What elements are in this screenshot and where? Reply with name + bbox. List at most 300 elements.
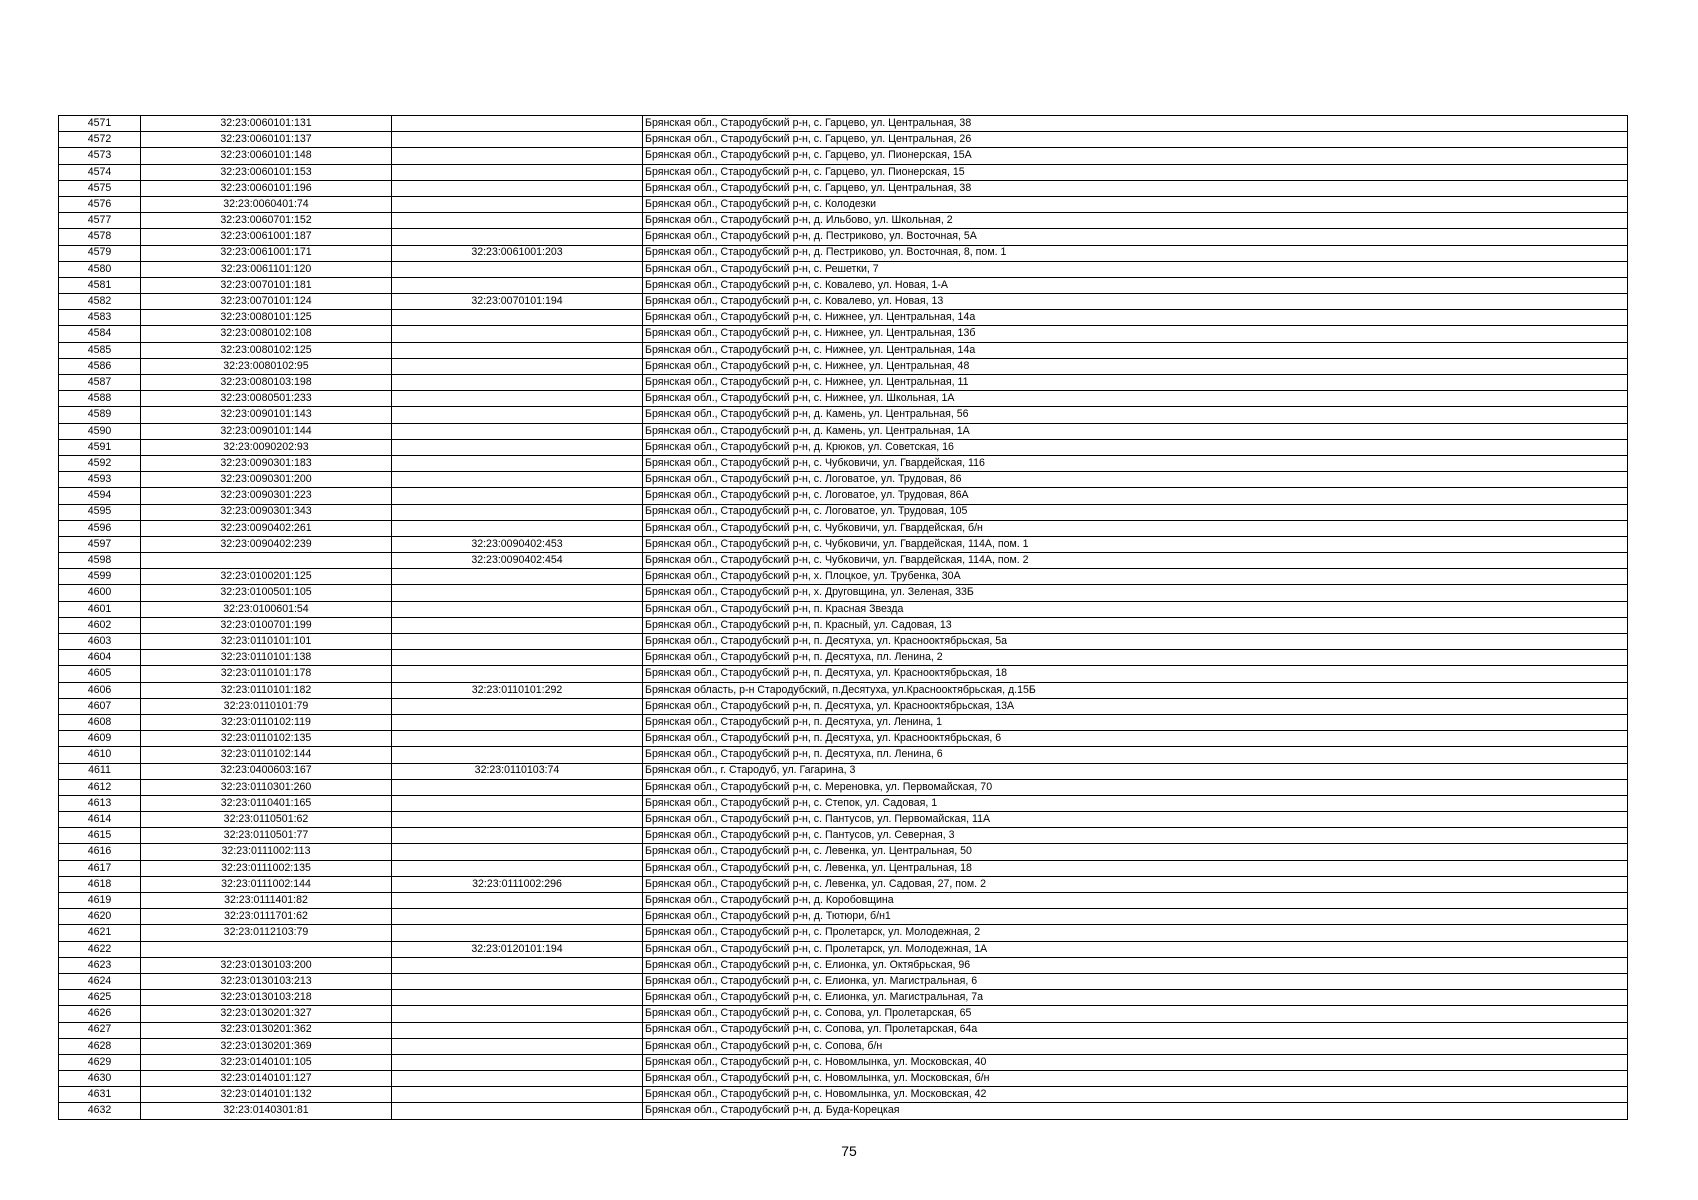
address-cell: Брянская обл., Стародубский р-н, с. Гарцево, ул. Пионерская, 15А <box>643 148 1628 164</box>
row-number-cell: 4606 <box>59 682 141 698</box>
table-row <box>59 893 1628 909</box>
row-number-cell: 4591 <box>59 439 141 455</box>
address-cell: Брянская обл., Стародубский р-н, х. Плоцкое, ул. Трубенка, 30А <box>643 569 1628 585</box>
table-row <box>59 909 1628 925</box>
table-row <box>59 439 1628 455</box>
linked-cadastral-number-cell <box>392 731 643 747</box>
cadastral-number-cell: 32:23:0060101:137 <box>141 132 392 148</box>
row-number-cell: 4611 <box>59 763 141 779</box>
table-row <box>59 957 1628 973</box>
table-row <box>59 682 1628 698</box>
linked-cadastral-number-cell <box>392 261 643 277</box>
row-number-cell: 4587 <box>59 375 141 391</box>
cadastral-number-cell: 32:23:0100501:105 <box>141 585 392 601</box>
registry-table <box>58 115 1628 1120</box>
address-cell: Брянская обл., Стародубский р-н, с. Нижнее, ул. Центральная, 14а <box>643 342 1628 358</box>
address-cell: Брянская обл., Стародубский р-н, д. Камень, ул. Центральная, 1А <box>643 423 1628 439</box>
cadastral-number-cell: 32:23:0110101:182 <box>141 682 392 698</box>
cadastral-number-cell: 32:23:0060101:153 <box>141 164 392 180</box>
linked-cadastral-number-cell: 32:23:0110103:74 <box>392 763 643 779</box>
row-number-cell: 4597 <box>59 536 141 552</box>
table-row <box>59 536 1628 552</box>
cadastral-number-cell: 32:23:0090301:343 <box>141 504 392 520</box>
address-cell: Брянская обл., Стародубский р-н, п. Десятуха, ул. Краснооктябрьская, 13А <box>643 698 1628 714</box>
row-number-cell: 4582 <box>59 294 141 310</box>
linked-cadastral-number-cell <box>392 520 643 536</box>
address-cell: Брянская обл., Стародубский р-н, х. Друговщина, ул. Зеленая, 33Б <box>643 585 1628 601</box>
linked-cadastral-number-cell <box>392 828 643 844</box>
address-cell: Брянская обл., Стародубский р-н, с. Чубковичи, ул. Гвардейская, 116 <box>643 455 1628 471</box>
linked-cadastral-number-cell <box>392 1022 643 1038</box>
address-cell: Брянская обл., Стародубский р-н, с. Чубковичи, ул. Гвардейская, 114А, пом. 1 <box>643 536 1628 552</box>
cadastral-number-cell: 32:23:0110501:77 <box>141 828 392 844</box>
row-number-cell: 4596 <box>59 520 141 536</box>
table-row <box>59 925 1628 941</box>
linked-cadastral-number-cell <box>392 650 643 666</box>
table-row <box>59 520 1628 536</box>
table-row <box>59 1022 1628 1038</box>
cadastral-number-cell: 32:23:0110102:135 <box>141 731 392 747</box>
linked-cadastral-number-cell <box>392 714 643 730</box>
address-cell: Брянская обл., Стародубский р-н, д. Буда-Корецкая <box>643 1103 1628 1119</box>
linked-cadastral-number-cell <box>392 973 643 989</box>
linked-cadastral-number-cell <box>392 925 643 941</box>
linked-cadastral-number-cell <box>392 601 643 617</box>
linked-cadastral-number-cell <box>392 909 643 925</box>
cadastral-number-cell: 32:23:0090301:200 <box>141 472 392 488</box>
address-cell: Брянская обл., Стародубский р-н, п. Десятуха, ул. Краснооктябрьская, 18 <box>643 666 1628 682</box>
address-cell: Брянская обл., г. Стародуб, ул. Гагарина, 3 <box>643 763 1628 779</box>
row-number-cell: 4573 <box>59 148 141 164</box>
address-cell: Брянская обл., Стародубский р-н, п. Десятуха, пл. Ленина, 2 <box>643 650 1628 666</box>
row-number-cell: 4584 <box>59 326 141 342</box>
table-row <box>59 828 1628 844</box>
address-cell: Брянская обл., Стародубский р-н, д. Пестриково, ул. Восточная, 5А <box>643 229 1628 245</box>
table-row <box>59 391 1628 407</box>
address-cell: Брянская обл., Стародубский р-н, с. Новомлынка, ул. Московская, 42 <box>643 1087 1628 1103</box>
row-number-cell: 4628 <box>59 1038 141 1054</box>
cadastral-number-cell: 32:23:0110101:178 <box>141 666 392 682</box>
cadastral-number-cell: 32:23:0110501:62 <box>141 812 392 828</box>
address-cell: Брянская обл., Стародубский р-н, с. Логоватое, ул. Трудовая, 86А <box>643 488 1628 504</box>
linked-cadastral-number-cell <box>392 391 643 407</box>
address-cell: Брянская обл., Стародубский р-н, с. Гарцево, ул. Центральная, 38 <box>643 116 1628 132</box>
cadastral-number-cell: 32:23:0140101:127 <box>141 1071 392 1087</box>
cadastral-number-cell <box>141 553 392 569</box>
address-cell: Брянская обл., Стародубский р-н, п. Десятуха, ул. Ленина, 1 <box>643 714 1628 730</box>
cadastral-number-cell: 32:23:0090101:144 <box>141 423 392 439</box>
table-row <box>59 553 1628 569</box>
address-cell: Брянская обл., Стародубский р-н, с. Степок, ул. Садовая, 1 <box>643 795 1628 811</box>
address-cell: Брянская обл., Стародубский р-н, с. Пролетарск, ул. Молодежная, 1А <box>643 941 1628 957</box>
table-row <box>59 310 1628 326</box>
linked-cadastral-number-cell <box>392 132 643 148</box>
table-row <box>59 1071 1628 1087</box>
row-number-cell: 4616 <box>59 844 141 860</box>
row-number-cell: 4609 <box>59 731 141 747</box>
linked-cadastral-number-cell <box>392 277 643 293</box>
table-row <box>59 812 1628 828</box>
address-cell: Брянская обл., Стародубский р-н, с. Сопова, б/н <box>643 1038 1628 1054</box>
cadastral-number-cell: 32:23:0130103:218 <box>141 990 392 1006</box>
cadastral-number-cell: 32:23:0111002:135 <box>141 860 392 876</box>
table-row <box>59 504 1628 520</box>
table-row <box>59 116 1628 132</box>
table-row <box>59 714 1628 730</box>
cadastral-number-cell: 32:23:0111002:144 <box>141 876 392 892</box>
cadastral-number-cell: 32:23:0130201:362 <box>141 1022 392 1038</box>
row-number-cell: 4588 <box>59 391 141 407</box>
linked-cadastral-number-cell: 32:23:0110101:292 <box>392 682 643 698</box>
table-row <box>59 698 1628 714</box>
row-number-cell: 4595 <box>59 504 141 520</box>
table-row <box>59 1087 1628 1103</box>
row-number-cell: 4604 <box>59 650 141 666</box>
linked-cadastral-number-cell <box>392 358 643 374</box>
cadastral-number-cell: 32:23:0090301:183 <box>141 455 392 471</box>
address-cell: Брянская обл., Стародубский р-н, п. Красная Звезда <box>643 601 1628 617</box>
cadastral-number-cell: 32:23:0110101:138 <box>141 650 392 666</box>
row-number-cell: 4589 <box>59 407 141 423</box>
cadastral-number-cell: 32:23:0070101:181 <box>141 277 392 293</box>
address-cell: Брянская обл., Стародубский р-н, п. Десятуха, ул. Краснооктябрьская, 5а <box>643 634 1628 650</box>
row-number-cell: 4622 <box>59 941 141 957</box>
cadastral-number-cell: 32:23:0060101:148 <box>141 148 392 164</box>
row-number-cell: 4618 <box>59 876 141 892</box>
row-number-cell: 4619 <box>59 893 141 909</box>
cadastral-number-cell: 32:23:0130103:200 <box>141 957 392 973</box>
address-cell: Брянская обл., Стародубский р-н, с. Нижнее, ул. Центральная, 48 <box>643 358 1628 374</box>
cadastral-number-cell: 32:23:0060401:74 <box>141 196 392 212</box>
table-row <box>59 213 1628 229</box>
linked-cadastral-number-cell <box>392 213 643 229</box>
table-row <box>59 180 1628 196</box>
address-cell: Брянская обл., Стародубский р-н, с. Пантусов, ул. Северная, 3 <box>643 828 1628 844</box>
table-row <box>59 763 1628 779</box>
cadastral-number-cell: 32:23:0080501:233 <box>141 391 392 407</box>
cadastral-number-cell: 32:23:0111002:113 <box>141 844 392 860</box>
row-number-cell: 4627 <box>59 1022 141 1038</box>
row-number-cell: 4623 <box>59 957 141 973</box>
linked-cadastral-number-cell <box>392 504 643 520</box>
cadastral-number-cell: 32:23:0060701:152 <box>141 213 392 229</box>
cadastral-number-cell: 32:23:0110101:79 <box>141 698 392 714</box>
row-number-cell: 4577 <box>59 213 141 229</box>
row-number-cell: 4612 <box>59 779 141 795</box>
table-row <box>59 876 1628 892</box>
linked-cadastral-number-cell <box>392 1103 643 1119</box>
row-number-cell: 4629 <box>59 1054 141 1070</box>
row-number-cell: 4608 <box>59 714 141 730</box>
address-cell: Брянская обл., Стародубский р-н, п. Красный, ул. Садовая, 13 <box>643 617 1628 633</box>
linked-cadastral-number-cell <box>392 617 643 633</box>
table-row <box>59 601 1628 617</box>
table-row <box>59 990 1628 1006</box>
linked-cadastral-number-cell <box>392 893 643 909</box>
linked-cadastral-number-cell <box>392 164 643 180</box>
linked-cadastral-number-cell <box>392 569 643 585</box>
page-number: 75 <box>841 1143 857 1159</box>
table-row <box>59 294 1628 310</box>
table-row <box>59 747 1628 763</box>
row-number-cell: 4617 <box>59 860 141 876</box>
address-cell: Брянская обл., Стародубский р-н, с. Пантусов, ул. Первомайская, 11А <box>643 812 1628 828</box>
linked-cadastral-number-cell: 32:23:0111002:296 <box>392 876 643 892</box>
table-row <box>59 1054 1628 1070</box>
table-row <box>59 1006 1628 1022</box>
address-cell: Брянская обл., Стародубский р-н, с. Нижнее, ул. Центральная, 13б <box>643 326 1628 342</box>
linked-cadastral-number-cell <box>392 472 643 488</box>
table-row <box>59 229 1628 245</box>
table-row <box>59 277 1628 293</box>
address-cell: Брянская обл., Стародубский р-н, д. Крюков, ул. Советская, 16 <box>643 439 1628 455</box>
address-cell: Брянская обл., Стародубский р-н, с. Гарцево, ул. Центральная, 26 <box>643 132 1628 148</box>
linked-cadastral-number-cell <box>392 698 643 714</box>
cadastral-number-cell: 32:23:0080101:125 <box>141 310 392 326</box>
row-number-cell: 4576 <box>59 196 141 212</box>
cadastral-number-cell: 32:23:0090202:93 <box>141 439 392 455</box>
table-row <box>59 569 1628 585</box>
linked-cadastral-number-cell <box>392 585 643 601</box>
row-number-cell: 4615 <box>59 828 141 844</box>
address-cell: Брянская обл., Стародубский р-н, д. Камень, ул. Центральная, 56 <box>643 407 1628 423</box>
address-cell: Брянская обл., Стародубский р-н, с. Елионка, ул. Магистральная, 7а <box>643 990 1628 1006</box>
address-cell: Брянская обл., Стародубский р-н, с. Сопова, ул. Пролетарская, 64а <box>643 1022 1628 1038</box>
row-number-cell: 4624 <box>59 973 141 989</box>
address-cell: Брянская обл., Стародубский р-н, с. Колодезки <box>643 196 1628 212</box>
linked-cadastral-number-cell <box>392 148 643 164</box>
table-row <box>59 941 1628 957</box>
cadastral-number-cell: 32:23:0140101:132 <box>141 1087 392 1103</box>
address-cell: Брянская обл., Стародубский р-н, с. Логоватое, ул. Трудовая, 105 <box>643 504 1628 520</box>
address-cell: Брянская обл., Стародубский р-н, д. Пестриково, ул. Восточная, 8, пом. 1 <box>643 245 1628 261</box>
cadastral-number-cell: 32:23:0061101:120 <box>141 261 392 277</box>
address-cell: Брянская обл., Стародубский р-н, с. Новомлынка, ул. Московская, 40 <box>643 1054 1628 1070</box>
linked-cadastral-number-cell <box>392 812 643 828</box>
row-number-cell: 4590 <box>59 423 141 439</box>
table-row <box>59 650 1628 666</box>
address-cell: Брянская обл., Стародубский р-н, с. Нижнее, ул. Школьная, 1А <box>643 391 1628 407</box>
row-number-cell: 4579 <box>59 245 141 261</box>
table-row <box>59 326 1628 342</box>
linked-cadastral-number-cell: 32:23:0090402:453 <box>392 536 643 552</box>
address-cell: Брянская обл., Стародубский р-н, с. Нижнее, ул. Центральная, 11 <box>643 375 1628 391</box>
table-row <box>59 164 1628 180</box>
linked-cadastral-number-cell <box>392 990 643 1006</box>
linked-cadastral-number-cell <box>392 455 643 471</box>
table-row <box>59 132 1628 148</box>
cadastral-number-cell: 32:23:0100201:125 <box>141 569 392 585</box>
linked-cadastral-number-cell: 32:23:0090402:454 <box>392 553 643 569</box>
row-number-cell: 4594 <box>59 488 141 504</box>
row-number-cell: 4602 <box>59 617 141 633</box>
linked-cadastral-number-cell <box>392 779 643 795</box>
linked-cadastral-number-cell <box>392 488 643 504</box>
table-row <box>59 375 1628 391</box>
cadastral-number-cell: 32:23:0130103:213 <box>141 973 392 989</box>
table-row <box>59 666 1628 682</box>
linked-cadastral-number-cell <box>392 1006 643 1022</box>
table-row <box>59 342 1628 358</box>
table-row <box>59 585 1628 601</box>
cadastral-number-cell: 32:23:0080102:125 <box>141 342 392 358</box>
cadastral-number-cell: 32:23:0090402:239 <box>141 536 392 552</box>
linked-cadastral-number-cell <box>392 1087 643 1103</box>
address-cell: Брянская обл., Стародубский р-н, с. Левенка, ул. Центральная, 50 <box>643 844 1628 860</box>
linked-cadastral-number-cell <box>392 310 643 326</box>
table-row <box>59 634 1628 650</box>
address-cell: Брянская обл., Стародубский р-н, с. Новомлынка, ул. Московская, б/н <box>643 1071 1628 1087</box>
row-number-cell: 4578 <box>59 229 141 245</box>
cadastral-number-cell: 32:23:0130201:327 <box>141 1006 392 1022</box>
table-row <box>59 860 1628 876</box>
address-cell: Брянская обл., Стародубский р-н, п. Десятуха, пл. Ленина, 6 <box>643 747 1628 763</box>
row-number-cell: 4610 <box>59 747 141 763</box>
cadastral-number-cell: 32:23:0130201:369 <box>141 1038 392 1054</box>
linked-cadastral-number-cell <box>392 407 643 423</box>
row-number-cell: 4601 <box>59 601 141 617</box>
linked-cadastral-number-cell <box>392 423 643 439</box>
row-number-cell: 4614 <box>59 812 141 828</box>
table-row <box>59 455 1628 471</box>
address-cell: Брянская обл., Стародубский р-н, с. Гарцево, ул. Пионерская, 15 <box>643 164 1628 180</box>
row-number-cell: 4581 <box>59 277 141 293</box>
row-number-cell: 4630 <box>59 1071 141 1087</box>
cadastral-number-cell: 32:23:0090402:261 <box>141 520 392 536</box>
cadastral-number-cell: 32:23:0090301:223 <box>141 488 392 504</box>
row-number-cell: 4626 <box>59 1006 141 1022</box>
address-cell: Брянская обл., Стародубский р-н, д. Коробовщина <box>643 893 1628 909</box>
linked-cadastral-number-cell <box>392 342 643 358</box>
address-cell: Брянская обл., Стародубский р-н, с. Решетки, 7 <box>643 261 1628 277</box>
row-number-cell: 4593 <box>59 472 141 488</box>
row-number-cell: 4621 <box>59 925 141 941</box>
cadastral-number-cell: 32:23:0080102:108 <box>141 326 392 342</box>
row-number-cell: 4625 <box>59 990 141 1006</box>
row-number-cell: 4574 <box>59 164 141 180</box>
table-row <box>59 1038 1628 1054</box>
cadastral-number-cell: 32:23:0060101:196 <box>141 180 392 196</box>
linked-cadastral-number-cell <box>392 634 643 650</box>
row-number-cell: 4632 <box>59 1103 141 1119</box>
table-row <box>59 779 1628 795</box>
cadastral-number-cell: 32:23:0140101:105 <box>141 1054 392 1070</box>
row-number-cell: 4572 <box>59 132 141 148</box>
linked-cadastral-number-cell <box>392 116 643 132</box>
row-number-cell: 4575 <box>59 180 141 196</box>
cadastral-number-cell: 32:23:0061001:187 <box>141 229 392 245</box>
table-row <box>59 731 1628 747</box>
linked-cadastral-number-cell <box>392 795 643 811</box>
linked-cadastral-number-cell <box>392 747 643 763</box>
linked-cadastral-number-cell <box>392 1038 643 1054</box>
cadastral-number-cell: 32:23:0110102:119 <box>141 714 392 730</box>
linked-cadastral-number-cell <box>392 180 643 196</box>
linked-cadastral-number-cell: 32:23:0120101:194 <box>392 941 643 957</box>
address-cell: Брянская обл., Стародубский р-н, с. Ковалево, ул. Новая, 1-А <box>643 277 1628 293</box>
address-cell: Брянская обл., Стародубский р-н, с. Нижнее, ул. Центральная, 14а <box>643 310 1628 326</box>
cadastral-number-cell: 32:23:0110101:101 <box>141 634 392 650</box>
cadastral-number-cell: 32:23:0100601:54 <box>141 601 392 617</box>
linked-cadastral-number-cell <box>392 957 643 973</box>
linked-cadastral-number-cell: 32:23:0070101:194 <box>392 294 643 310</box>
linked-cadastral-number-cell <box>392 229 643 245</box>
table-row <box>59 795 1628 811</box>
address-cell: Брянская обл., Стародубский р-н, с. Чубковичи, ул. Гвардейская, б/н <box>643 520 1628 536</box>
address-cell: Брянская обл., Стародубский р-н, с. Пролетарск, ул. Молодежная, 2 <box>643 925 1628 941</box>
linked-cadastral-number-cell <box>392 860 643 876</box>
address-cell: Брянская область, р-н Стародубский, п.Десятуха, ул.Краснооктябрьская, д.15Б <box>643 682 1628 698</box>
cadastral-number-cell: 32:23:0100701:199 <box>141 617 392 633</box>
address-cell: Брянская обл., Стародубский р-н, с. Логоватое, ул. Трудовая, 86 <box>643 472 1628 488</box>
address-cell: Брянская обл., Стародубский р-н, с. Левенка, ул. Центральная, 18 <box>643 860 1628 876</box>
table-row <box>59 1103 1628 1119</box>
table-row <box>59 844 1628 860</box>
address-cell: Брянская обл., Стародубский р-н, д. Тютюри, б/н1 <box>643 909 1628 925</box>
row-number-cell: 4583 <box>59 310 141 326</box>
cadastral-number-cell: 32:23:0140301:81 <box>141 1103 392 1119</box>
row-number-cell: 4599 <box>59 569 141 585</box>
address-cell: Брянская обл., Стародубский р-н, с. Чубковичи, ул. Гвардейская, 114А, пом. 2 <box>643 553 1628 569</box>
registry-table-body <box>59 116 1628 1120</box>
row-number-cell: 4598 <box>59 553 141 569</box>
cadastral-number-cell: 32:23:0110401:165 <box>141 795 392 811</box>
address-cell: Брянская обл., Стародубский р-н, с. Гарцево, ул. Центральная, 38 <box>643 180 1628 196</box>
table-row <box>59 617 1628 633</box>
table-row <box>59 148 1628 164</box>
table-row <box>59 423 1628 439</box>
row-number-cell: 4600 <box>59 585 141 601</box>
table-row <box>59 488 1628 504</box>
cadastral-number-cell: 32:23:0060101:131 <box>141 116 392 132</box>
cadastral-number-cell: 32:23:0110301:260 <box>141 779 392 795</box>
address-cell: Брянская обл., Стародубский р-н, п. Десятуха, ул. Краснооктябрьская, 6 <box>643 731 1628 747</box>
cadastral-number-cell: 32:23:0080103:198 <box>141 375 392 391</box>
linked-cadastral-number-cell <box>392 1054 643 1070</box>
row-number-cell: 4603 <box>59 634 141 650</box>
row-number-cell: 4592 <box>59 455 141 471</box>
row-number-cell: 4620 <box>59 909 141 925</box>
linked-cadastral-number-cell: 32:23:0061001:203 <box>392 245 643 261</box>
cadastral-number-cell: 32:23:0111401:82 <box>141 893 392 909</box>
row-number-cell: 4571 <box>59 116 141 132</box>
linked-cadastral-number-cell <box>392 375 643 391</box>
cadastral-number-cell: 32:23:0090101:143 <box>141 407 392 423</box>
row-number-cell: 4607 <box>59 698 141 714</box>
linked-cadastral-number-cell <box>392 326 643 342</box>
address-cell: Брянская обл., Стародубский р-н, д. Ильбово, ул. Школьная, 2 <box>643 213 1628 229</box>
table-row <box>59 407 1628 423</box>
linked-cadastral-number-cell <box>392 196 643 212</box>
address-cell: Брянская обл., Стародубский р-н, с. Ковалево, ул. Новая, 13 <box>643 294 1628 310</box>
cadastral-number-cell: 32:23:0061001:171 <box>141 245 392 261</box>
linked-cadastral-number-cell <box>392 666 643 682</box>
row-number-cell: 4631 <box>59 1087 141 1103</box>
linked-cadastral-number-cell <box>392 439 643 455</box>
row-number-cell: 4605 <box>59 666 141 682</box>
cadastral-number-cell: 32:23:0110102:144 <box>141 747 392 763</box>
cadastral-number-cell <box>141 941 392 957</box>
address-cell: Брянская обл., Стародубский р-н, с. Елионка, ул. Октябрьская, 96 <box>643 957 1628 973</box>
address-cell: Брянская обл., Стародубский р-н, с. Мереновка, ул. Первомайская, 70 <box>643 779 1628 795</box>
cadastral-number-cell: 32:23:0112103:79 <box>141 925 392 941</box>
linked-cadastral-number-cell <box>392 1071 643 1087</box>
table-row <box>59 196 1628 212</box>
address-cell: Брянская обл., Стародубский р-н, с. Елионка, ул. Магистральная, 6 <box>643 973 1628 989</box>
address-cell: Брянская обл., Стародубский р-н, с. Сопова, ул. Пролетарская, 65 <box>643 1006 1628 1022</box>
row-number-cell: 4585 <box>59 342 141 358</box>
table-row <box>59 261 1628 277</box>
